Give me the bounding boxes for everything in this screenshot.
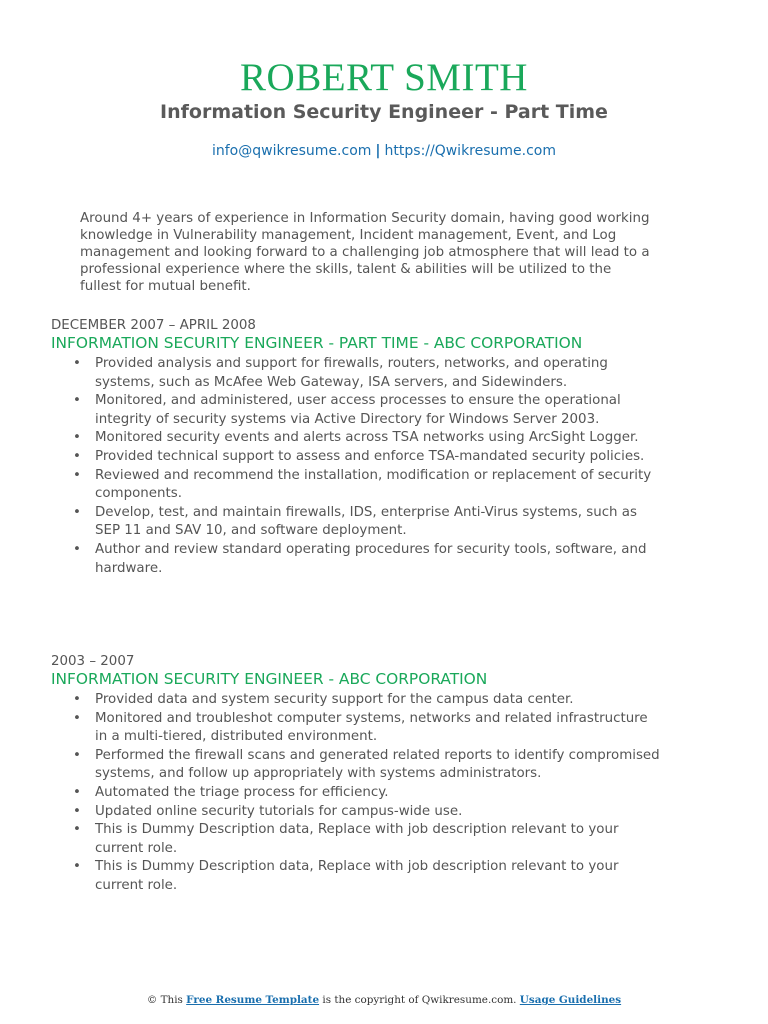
job-bullet [73,858,661,895]
free-resume-template-link[interactable]: Free Resume Template [186,994,320,1006]
bullet-text: Author and review standard operating procedures for security tools, software, and hardware. [95,541,647,576]
bullet-icon: • [73,822,81,838]
summary-paragraph: Around 4+ years of experience in Information Security domain, having good working knowledge in Vulnerability management, Incident management, Event, and Log management and looking forward to a challenging job atmosphere that will lead to a professional experience where the skills, talent & abilities will be utilized to the fullest for mutual benefit. [80,211,650,294]
job-bullet [73,355,661,392]
contact-separator: | [375,143,381,159]
job-dates: DECEMBER 2007 – APRIL 2008 [51,318,256,333]
bullet-text: This is Dummy Description data, Replace with job description relevant to your current role. [95,822,619,856]
bullet-icon: • [73,541,81,557]
job-entry-2 [51,653,691,896]
resume-name: ROBERT SMITH [240,56,528,99]
bullet-icon: • [73,467,81,483]
bullet-icon: • [73,356,81,371]
bullet-text: Updated online security tutorials for campus-wide use. [95,803,463,819]
website-link[interactable]: https://Qwikresume.com [384,143,557,159]
job-bullet [73,710,661,747]
job-bullet [73,803,661,822]
bullet-icon: • [73,803,81,819]
copyright-footer [0,993,768,1007]
job-bullet [73,392,661,429]
bullet-text: Provided analysis and support for firewalls, routers, networks, and operating systems, such as McAfee Web Gateway, ISA servers, and Sidewinders. [95,356,608,390]
job-dates: 2003 – 2007 [51,654,135,669]
job-title: INFORMATION SECURITY ENGINEER - ABC CORPORATION [51,670,488,688]
bullet-text: Provided technical support to assess and enforce TSA-mandated security policies. [95,448,645,464]
contact-line [0,142,768,160]
bullet-text: Monitored, and administered, user access processes to ensure the operational integrity of security systems via Active Directory for Windows Server 2003. [95,393,621,427]
bullet-icon: • [73,747,81,763]
bullet-icon: • [73,784,81,800]
bullet-text: Develop, test, and maintain firewalls, IDS, enterprise Anti-Virus systems, such as SEP 11 and SAV 10, and software deployment. [95,504,637,539]
job-bullet [73,429,661,448]
job-bullet [73,504,661,541]
footer-prefix: © This [146,994,183,1006]
bullet-icon: • [73,430,81,446]
bullet-icon: • [73,393,81,409]
job-bullet [73,691,661,710]
bullet-icon: • [73,504,81,520]
bullet-text: Reviewed and recommend the installation, modification or replacement of security components. [95,467,652,502]
job-title: INFORMATION SECURITY ENGINEER - PART TIME - ABC CORPORATION [51,334,583,352]
job-bullet [73,747,661,784]
bullet-icon: • [73,859,81,875]
usage-guidelines-link[interactable]: Usage Guidelines [519,994,622,1006]
job-bullet-list [51,691,691,896]
job-bullet [73,541,661,578]
bullet-text: Automated the triage process for efficiency. [95,784,389,800]
bullet-text: Monitored and troubleshot computer systems, networks and related infrastructure in a multi-tiered, distributed environment. [95,710,648,745]
bullet-text: Provided data and system security support for the campus data center. [95,692,574,707]
bullet-icon: • [73,710,81,726]
bullet-icon: • [73,692,81,707]
bullet-text: This is Dummy Description data, Replace with job description relevant to your current role. [95,859,619,893]
bullet-text: Performed the firewall scans and generated related reports to identify compromised systems, and follow up appropriately with systems administrators. [95,747,660,782]
job-bullet [73,448,661,467]
email-link[interactable]: info@qwikresume.com [211,143,372,159]
job-entry-1 [51,317,691,578]
job-bullet [73,467,661,504]
bullet-text: Monitored security events and alerts across TSA networks using ArcSight Logger. [95,430,639,446]
job-bullet [73,821,661,858]
job-bullet-list [51,355,691,578]
footer-middle: is the copyright of Qwikresume.com. [322,994,517,1006]
job-bullet [73,784,661,803]
resume-role: Information Security Engineer - Part Time [160,101,608,123]
bullet-icon: • [73,448,81,464]
